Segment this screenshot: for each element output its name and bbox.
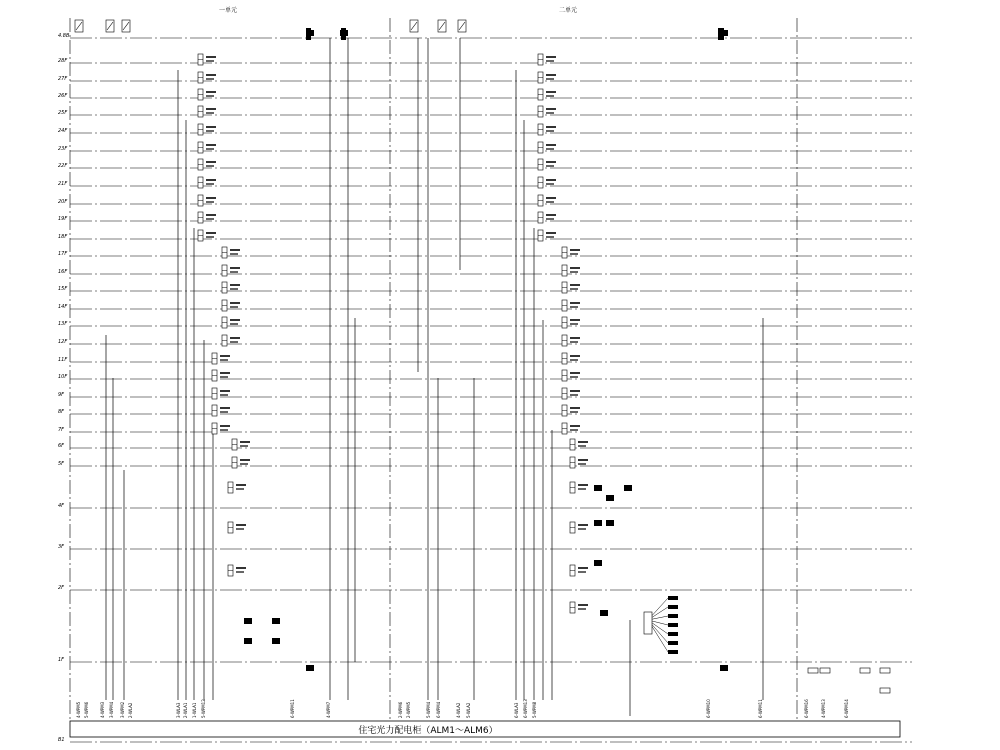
distribution-box-symbol bbox=[562, 370, 580, 381]
distribution-box-symbol bbox=[570, 602, 588, 613]
panel-feeder-block bbox=[668, 641, 678, 645]
distribution-box-symbol bbox=[562, 282, 580, 293]
fire-device bbox=[820, 668, 830, 673]
distribution-box-symbol bbox=[570, 522, 588, 533]
distribution-box-symbol bbox=[228, 565, 246, 576]
distribution-box-symbol bbox=[538, 54, 556, 65]
floor-label: 3F bbox=[58, 544, 65, 550]
distribution-box-symbol bbox=[538, 159, 556, 170]
breaker-block bbox=[272, 638, 280, 644]
floor-label: 2F bbox=[58, 585, 65, 591]
bottom-feeder-labels bbox=[76, 699, 849, 718]
feeder-label: 3-WLA3 bbox=[176, 702, 181, 718]
breaker-block bbox=[594, 560, 602, 566]
distribution-box-symbol bbox=[212, 370, 230, 381]
floor-label: 10F bbox=[58, 374, 68, 380]
floor-label: 19F bbox=[58, 216, 68, 222]
distribution-box-symbol bbox=[538, 124, 556, 135]
floor-label: 4.8B bbox=[58, 33, 70, 39]
feeder-label: 5-WPM8 bbox=[532, 701, 537, 718]
distribution-boxes bbox=[75, 20, 890, 693]
feeder-label: 4-WPM5 bbox=[76, 701, 81, 718]
floor-label: 22F bbox=[58, 163, 68, 169]
distribution-box-symbol bbox=[562, 388, 580, 399]
breaker-block bbox=[606, 495, 614, 501]
distribution-box-symbol bbox=[212, 353, 230, 364]
distribution-box-symbol bbox=[212, 423, 230, 434]
floor-label: 18F bbox=[58, 234, 68, 240]
panel-feeder-block bbox=[668, 596, 678, 600]
panel-feeder-block bbox=[668, 632, 678, 636]
meter-bar bbox=[718, 28, 724, 40]
distribution-box-symbol bbox=[222, 282, 240, 293]
distribution-box-symbol bbox=[228, 482, 246, 493]
fire-device bbox=[880, 688, 890, 693]
floor-label: 12F bbox=[58, 339, 68, 345]
main-panel bbox=[644, 612, 652, 634]
panel-feeder-block bbox=[668, 623, 678, 627]
floor-label: 15F bbox=[58, 286, 68, 292]
distribution-box-symbol bbox=[538, 106, 556, 117]
unit-dividers bbox=[70, 18, 797, 720]
distribution-box-symbol bbox=[228, 522, 246, 533]
feeder-label: 6-WPM14 bbox=[844, 699, 849, 718]
unit1-header: 一单元 bbox=[218, 7, 238, 14]
floor-label: 14F bbox=[58, 304, 68, 310]
floor-label: 27F bbox=[58, 76, 68, 82]
floor-label: 6F bbox=[58, 443, 65, 449]
feeder-label: 4-WPM13 bbox=[821, 699, 826, 718]
meter-bar bbox=[306, 28, 311, 40]
distribution-box-symbol bbox=[232, 439, 250, 450]
panel-feeder-block bbox=[668, 605, 678, 609]
feeder-label: 5-WLA2 bbox=[466, 702, 471, 718]
feeder-label: 6-WPM16 bbox=[804, 699, 809, 718]
breaker-block bbox=[244, 638, 252, 644]
meter-bar bbox=[341, 28, 346, 40]
distribution-box-symbol bbox=[570, 439, 588, 450]
riser-cables bbox=[106, 38, 763, 716]
distribution-box-symbol bbox=[538, 72, 556, 83]
distribution-box-symbol bbox=[198, 72, 216, 83]
distribution-box-symbol bbox=[222, 265, 240, 276]
breaker-block bbox=[624, 485, 632, 491]
distribution-box-symbol bbox=[562, 300, 580, 311]
fire-device bbox=[808, 668, 818, 673]
feeder-label: 6-WPM4 bbox=[436, 701, 441, 718]
floor-label: 17F bbox=[58, 251, 68, 257]
distribution-box-symbol bbox=[198, 177, 216, 188]
distribution-box-symbol bbox=[562, 247, 580, 258]
distribution-box-symbol bbox=[538, 195, 556, 206]
feeder-label: 2-WPM6 bbox=[398, 701, 403, 718]
distribution-box-symbol bbox=[562, 423, 580, 434]
distribution-box-symbol bbox=[562, 335, 580, 346]
fire-device bbox=[860, 668, 870, 673]
panel-feeder-block bbox=[668, 650, 678, 654]
distribution-box-symbol bbox=[198, 89, 216, 100]
distribution-box-symbol bbox=[538, 212, 556, 223]
distribution-box-symbol bbox=[562, 265, 580, 276]
breaker-block bbox=[244, 618, 252, 624]
distribution-box-symbol bbox=[212, 405, 230, 416]
floor-label: 20F bbox=[58, 199, 68, 205]
floor-label: 24F bbox=[58, 128, 68, 134]
floor-label: 8F bbox=[58, 409, 65, 415]
distribution-box-symbol bbox=[562, 405, 580, 416]
distribution-box-symbol bbox=[198, 195, 216, 206]
breaker-block bbox=[594, 520, 602, 526]
breaker-block bbox=[600, 610, 608, 616]
distribution-box-symbol bbox=[538, 142, 556, 153]
floor-label: 13F bbox=[58, 321, 68, 327]
distribution-box-symbol bbox=[212, 388, 230, 399]
feeder-label: 6-WLA3 bbox=[514, 702, 519, 718]
feeder-label: 3-WPM4 bbox=[109, 701, 114, 718]
feeder-label: 2-WLA1 bbox=[183, 702, 188, 718]
distribution-box-symbol bbox=[198, 106, 216, 117]
distribution-box-symbol bbox=[570, 482, 588, 493]
feeder-label: 5-WPM6 bbox=[84, 701, 89, 718]
distribution-box-symbol bbox=[222, 317, 240, 328]
distribution-box-symbol bbox=[570, 565, 588, 576]
feeder-label: 4-WLA2 bbox=[456, 702, 461, 718]
floor-label: 7F bbox=[58, 427, 65, 433]
breaker-block bbox=[272, 618, 280, 624]
breaker-block bbox=[306, 665, 314, 671]
distribution-box-symbol bbox=[198, 124, 216, 135]
distribution-box-symbol bbox=[232, 457, 250, 468]
floor-label: 9F bbox=[58, 392, 65, 398]
feeder-label: 3-WPM2 bbox=[120, 701, 125, 718]
distribution-box-symbol bbox=[570, 457, 588, 468]
feeder-label: 2-WLA2 bbox=[128, 702, 133, 718]
distribution-box-symbol bbox=[538, 230, 556, 241]
feeder-label: 6-WPM11 bbox=[290, 699, 295, 718]
floor-label: 25F bbox=[58, 110, 68, 116]
floor-label: B1 bbox=[58, 737, 65, 743]
distribution-box-symbol bbox=[562, 317, 580, 328]
breaker-block bbox=[720, 665, 728, 671]
feeder-label: 1-WLA1 bbox=[192, 702, 197, 718]
floor-label: 28F bbox=[58, 58, 68, 64]
feeder-label: 5-WPM4 bbox=[426, 701, 431, 718]
feeder-label: 4-WPM3 bbox=[100, 701, 105, 718]
distribution-box-symbol bbox=[198, 142, 216, 153]
feeder-label: 4-WPM7 bbox=[326, 701, 331, 718]
distribution-box-symbol bbox=[198, 212, 216, 223]
floor-label: 1F bbox=[58, 657, 65, 663]
distribution-box-symbol bbox=[222, 300, 240, 311]
feeder-label: 6-WPM10 bbox=[706, 699, 711, 718]
feeder-label: 6-WPM13 bbox=[523, 699, 528, 718]
distribution-box-symbol bbox=[562, 353, 580, 364]
feeder-label: 2-WPM5 bbox=[406, 701, 411, 718]
distribution-box-symbol bbox=[198, 54, 216, 65]
breaker-block bbox=[606, 520, 614, 526]
breaker-block bbox=[594, 485, 602, 491]
fire-device bbox=[880, 668, 890, 673]
feeder-label: 5-WPM12 bbox=[201, 699, 206, 718]
distribution-box-symbol bbox=[222, 335, 240, 346]
floor-label: 4F bbox=[58, 503, 65, 509]
cabinet-bus-label: 住宅光力配电柜（ALM1～ALM6） bbox=[358, 726, 498, 736]
distribution-box-symbol bbox=[538, 89, 556, 100]
floor-label: 5F bbox=[58, 461, 65, 467]
feeder-label: 6-WPM11 bbox=[758, 699, 763, 718]
floor-label: 26F bbox=[58, 93, 68, 99]
floor-label: 16F bbox=[58, 269, 68, 275]
floor-label: 21F bbox=[58, 181, 68, 187]
distribution-box-symbol bbox=[198, 230, 216, 241]
distribution-box-symbol bbox=[222, 247, 240, 258]
unit2-header: 二单元 bbox=[558, 7, 578, 14]
distribution-box-symbol bbox=[198, 159, 216, 170]
distribution-box-symbol bbox=[538, 177, 556, 188]
floor-label: 23F bbox=[58, 146, 68, 152]
panel-feeder-block bbox=[668, 614, 678, 618]
floor-label: 11F bbox=[58, 357, 68, 363]
